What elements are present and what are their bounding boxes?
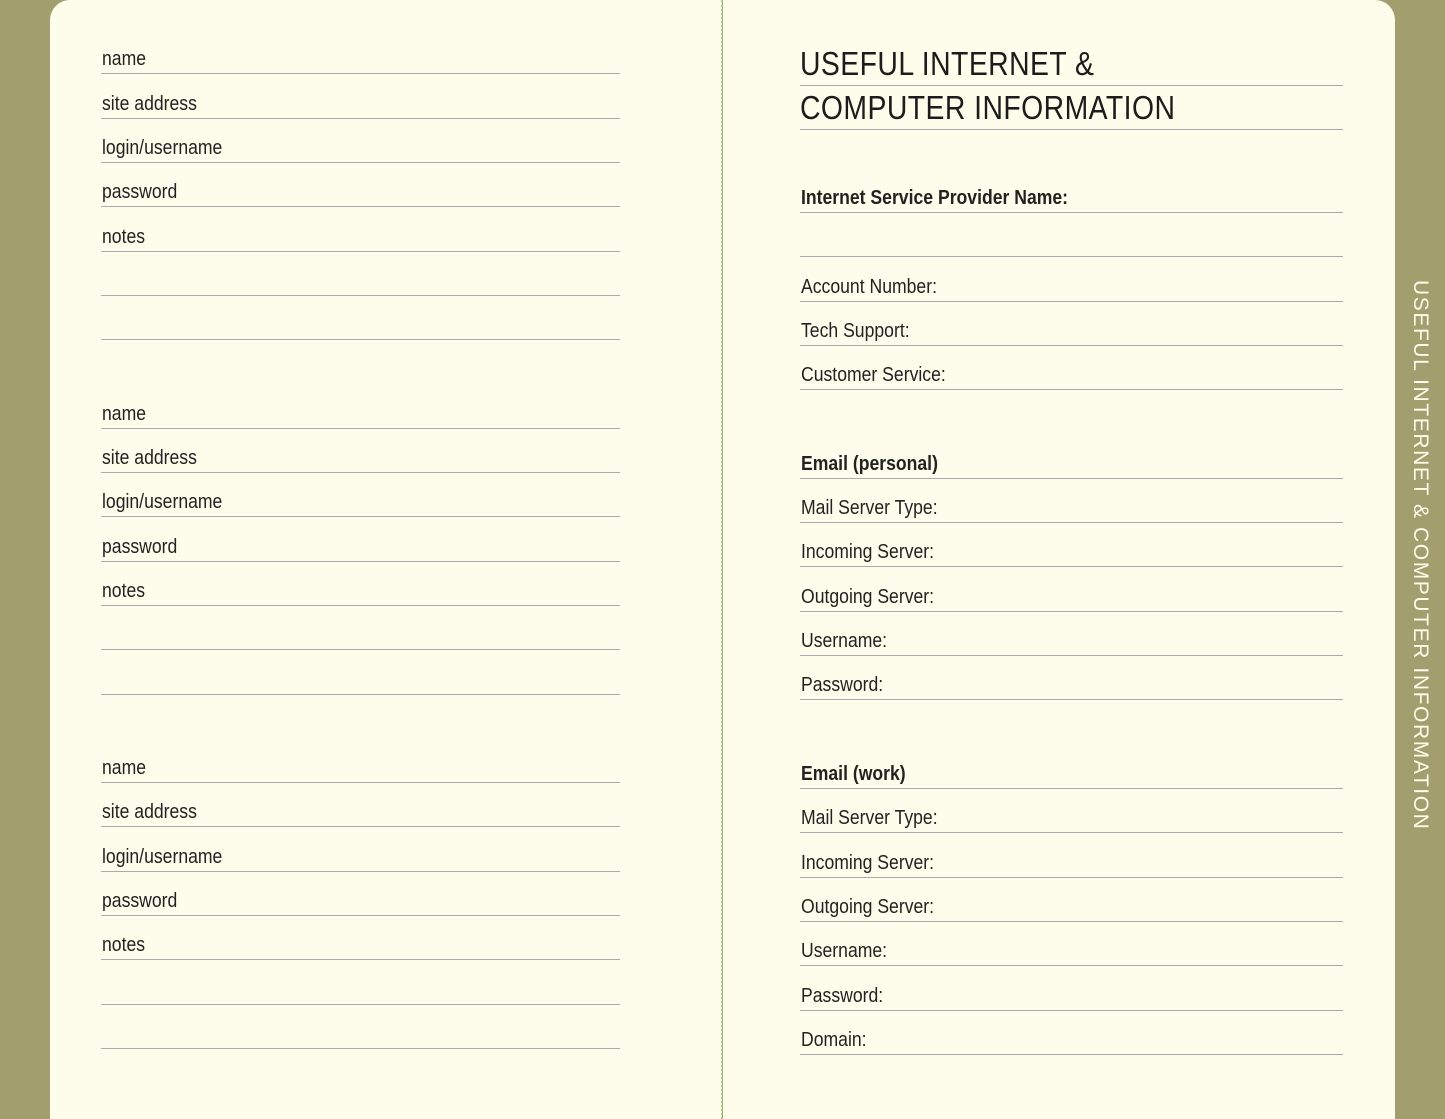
domain-label: Domain: [801, 1029, 867, 1051]
work-username-field[interactable] [800, 922, 1343, 966]
name-field[interactable] [101, 739, 620, 783]
page-title-line-1 [800, 40, 1343, 86]
password-field[interactable] [101, 872, 620, 916]
login-label: login/username [102, 137, 223, 159]
page-title-text-1: USEFUL INTERNET & [800, 45, 1095, 82]
email-work-heading: Email (work) [801, 763, 906, 785]
notes-field[interactable] [101, 208, 620, 252]
password-field[interactable] [101, 518, 620, 562]
password-label: Password: [801, 674, 884, 696]
site-address-field[interactable] [101, 429, 620, 473]
outgoing-server-label: Outgoing Server: [801, 586, 935, 608]
tech-support-label: Tech Support: [801, 320, 910, 342]
personal-mail-server-type-field[interactable] [800, 479, 1343, 523]
notes-line[interactable] [101, 296, 620, 340]
login-field[interactable] [101, 473, 620, 517]
tech-support-field[interactable] [800, 302, 1343, 346]
login-field[interactable] [101, 828, 620, 872]
site-address-field[interactable] [101, 783, 620, 827]
personal-outgoing-server-field[interactable] [800, 568, 1343, 612]
name-label: name [102, 403, 147, 425]
name-field[interactable] [101, 385, 620, 429]
password-label: password [102, 890, 178, 912]
username-label: Username: [801, 940, 888, 962]
personal-incoming-server-field[interactable] [800, 523, 1343, 567]
notes-label: notes [102, 580, 146, 602]
notes-field[interactable] [101, 562, 620, 606]
login-field[interactable] [101, 119, 620, 163]
site-address-label: site address [102, 93, 197, 115]
email-personal-heading: Email (personal) [801, 453, 938, 475]
page-title-text-2: COMPUTER INFORMATION [800, 89, 1176, 126]
username-label: Username: [801, 630, 888, 652]
mail-server-type-label: Mail Server Type: [801, 497, 938, 519]
work-outgoing-server-field[interactable] [800, 878, 1343, 922]
password-label: password [102, 536, 178, 558]
notes-line[interactable] [101, 252, 620, 296]
email-work-heading-field[interactable] [800, 745, 1343, 789]
login-label: login/username [102, 491, 223, 513]
isp-name-field[interactable] [800, 169, 1343, 213]
left-page [50, 0, 722, 1119]
isp-name-line[interactable] [800, 213, 1343, 257]
section-side-tab[interactable] [1396, 0, 1445, 1119]
notes-line[interactable] [101, 651, 620, 695]
work-incoming-server-field[interactable] [800, 834, 1343, 878]
notes-label: notes [102, 934, 146, 956]
personal-username-field[interactable] [800, 612, 1343, 656]
personal-password-field[interactable] [800, 656, 1343, 700]
work-password-field[interactable] [800, 967, 1343, 1011]
work-domain-field[interactable] [800, 1011, 1343, 1055]
page-title-line-2 [800, 86, 1343, 130]
mail-server-type-label: Mail Server Type: [801, 807, 938, 829]
password-label: Password: [801, 985, 884, 1007]
site-address-label: site address [102, 447, 197, 469]
isp-heading: Internet Service Provider Name: [801, 187, 1069, 209]
email-personal-heading-field[interactable] [800, 435, 1343, 479]
notes-line[interactable] [101, 961, 620, 1005]
name-label: name [102, 757, 147, 779]
site-address-label: site address [102, 801, 197, 823]
name-field[interactable] [101, 30, 620, 74]
side-tab-label: USEFUL INTERNET & COMPUTER INFORMATION [1409, 280, 1432, 831]
account-number-label: Account Number: [801, 276, 937, 298]
right-page [723, 0, 1395, 1119]
password-label: password [102, 181, 178, 203]
outgoing-server-label: Outgoing Server: [801, 896, 935, 918]
customer-service-field[interactable] [800, 346, 1343, 390]
incoming-server-label: Incoming Server: [801, 541, 935, 563]
account-number-field[interactable] [800, 258, 1343, 302]
login-label: login/username [102, 846, 223, 868]
password-field[interactable] [101, 163, 620, 207]
customer-service-label: Customer Service: [801, 364, 946, 386]
notes-line[interactable] [101, 606, 620, 650]
site-address-field[interactable] [101, 75, 620, 119]
work-mail-server-type-field[interactable] [800, 789, 1343, 833]
name-label: name [102, 48, 147, 70]
notes-line[interactable] [101, 1005, 620, 1049]
notes-label: notes [102, 226, 146, 248]
notes-field[interactable] [101, 916, 620, 960]
incoming-server-label: Incoming Server: [801, 852, 935, 874]
